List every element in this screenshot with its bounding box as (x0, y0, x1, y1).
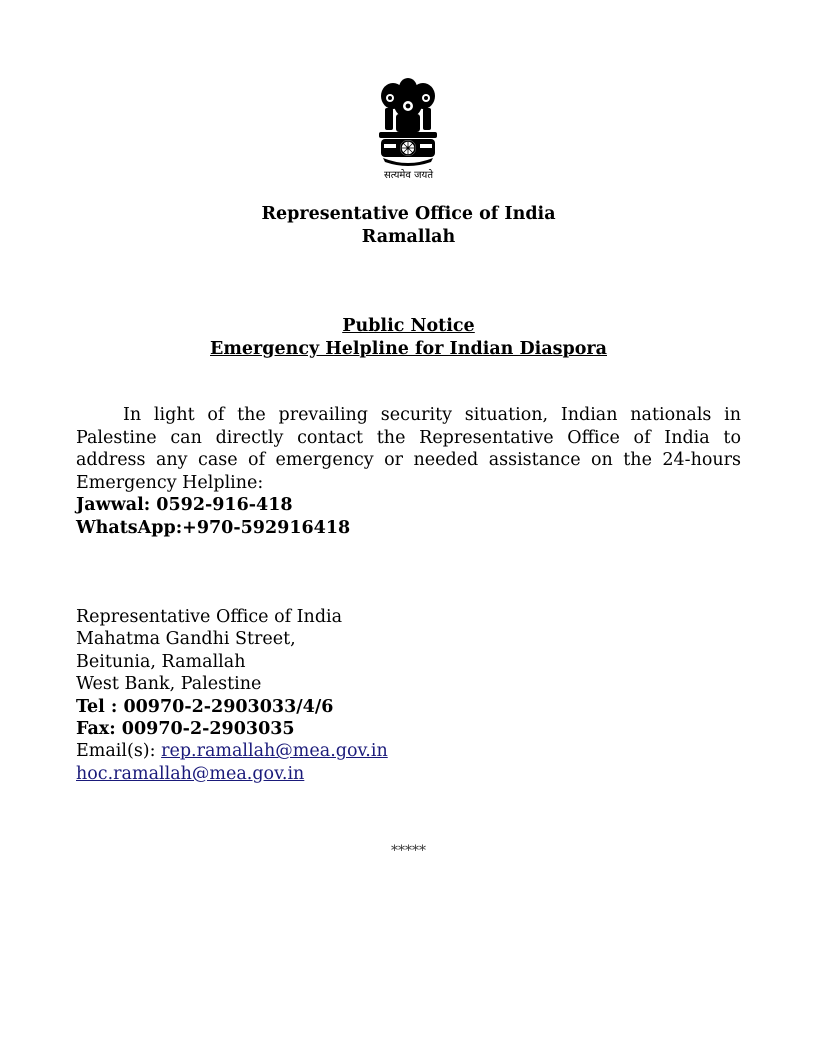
jawwal-number: Jawwal: 0592-916-418 (76, 495, 293, 515)
office-name: Representative Office of India (261, 204, 556, 224)
office-city: Ramallah (361, 226, 456, 247)
address-line-3: Beitunia, Ramallah (76, 651, 246, 672)
email-link-hoc[interactable]: hoc.ramallah@mea.gov.in (76, 763, 305, 784)
end-marker: ***** (391, 843, 426, 859)
email-link-rep[interactable]: rep.ramallah@mea.gov.in (161, 741, 388, 762)
whatsapp-number: WhatsApp:+970-592916418 (76, 517, 351, 538)
notice-heading (0, 315, 817, 360)
notice-subtitle: Emergency Helpline for Indian Diaspora (210, 338, 607, 359)
fax: Fax: 00970-2-2903035 (76, 719, 295, 740)
telephone: Tel : 00970-2-2903033/4/6 (76, 696, 334, 717)
state-emblem-of-india-icon (371, 74, 445, 184)
address-line-1: Representative Office of India (76, 607, 343, 627)
email-label: Email(s): (76, 741, 162, 762)
notice-paragraph: In light of the prevailing security situation, Indian nationals in Palestine can directly contact the Representative Office of India to address any case of emergency or needed assistance on the 24-hours Emergency Helpline: (76, 405, 741, 493)
letterhead (0, 203, 817, 248)
notice-title: Public Notice (342, 316, 475, 336)
office-address-block (76, 606, 388, 785)
helpline-numbers (76, 494, 350, 539)
emblem-motto: सत्यमेव जयते (383, 170, 434, 181)
address-line-4: West Bank, Palestine (76, 674, 262, 695)
address-line-2: Mahatma Gandhi Street, (76, 629, 296, 650)
email-line (76, 740, 388, 762)
